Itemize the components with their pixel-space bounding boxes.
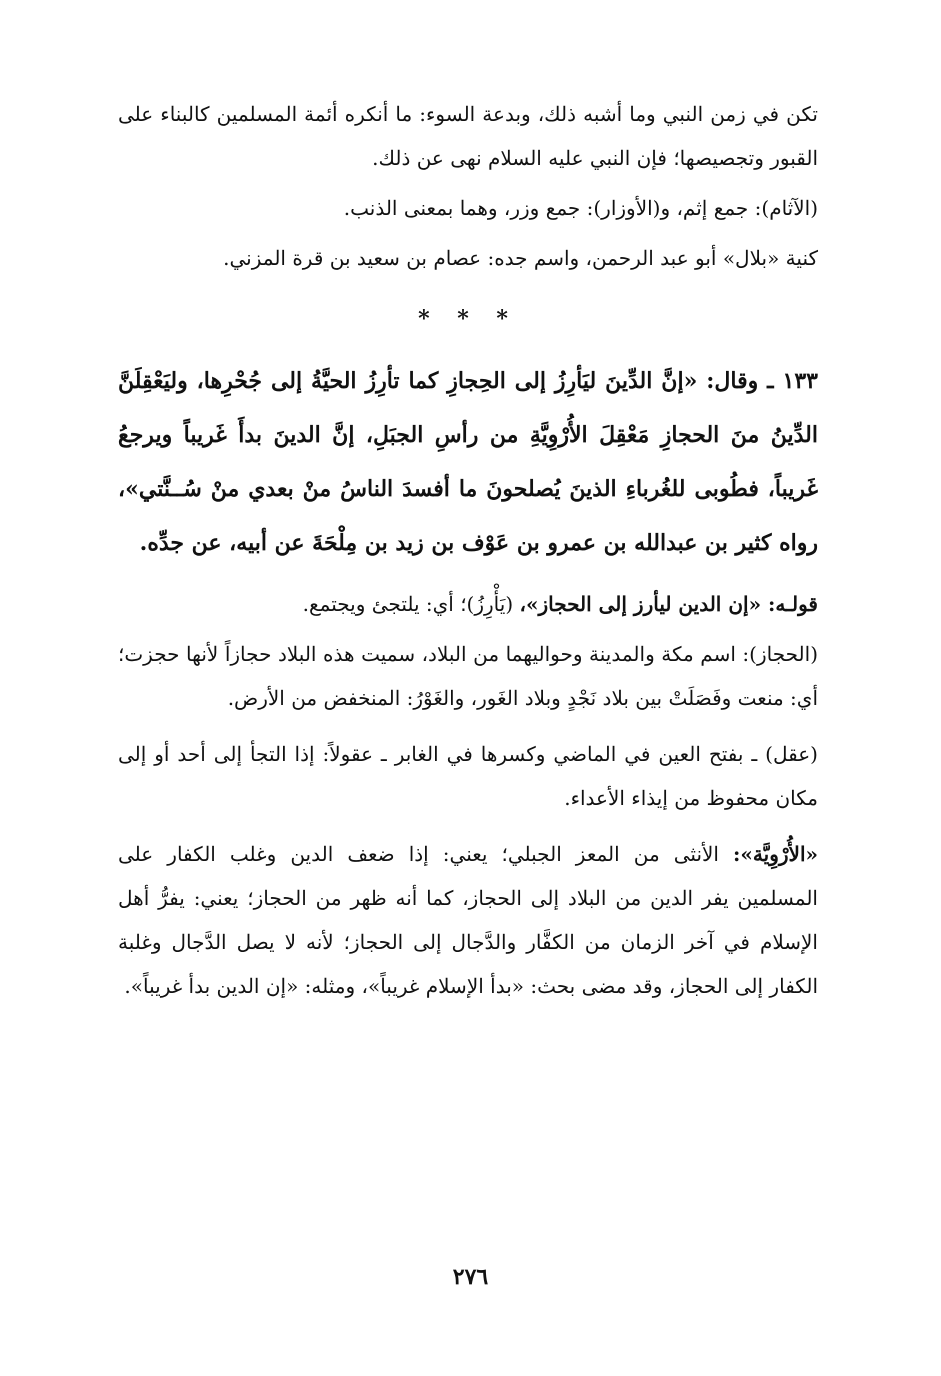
page-number: ٢٧٦ — [452, 1264, 489, 1290]
commentary-4-term: «الأُرْوِيَّة»: — [733, 842, 818, 866]
commentary-4-text: الأنثى من المعز الجبلي؛ يعني: إذا ضعف الدين وغلب الكفار على المسلمين يفر الدين من البلاد إلى الحجاز، كما أنه ظهر من الحجاز؛ يعني: يفرُّ أهل الإسلام في آخر الزمان من الكفَّار والدَّجال إلى الحجاز؛ لأنه لا يصل الدَّجال وغلبة الكفار إلى الحجاز، وقد مضى بحث: «بدأ الإسلام غريباً»، ومثله: «إن الدين بدأ غريباً». — [118, 842, 818, 998]
paragraph-athaam: (الآثام): جمع إثم، و(الأوزار): جمع وزر، وهما بمعنى الذنب. — [343, 196, 818, 220]
commentary-1 — [118, 582, 818, 626]
section-separator: * * * — [418, 306, 518, 332]
paragraph-continuation: تكن في زمن النبي وما أشبه ذلك، وبدعة السوء: ما أنكره أئمة المسلمين كالبناء على القبور وتجصيصها؛ فإن النبي عليه السلام نهى عن ذلك. — [118, 102, 818, 170]
commentary-3: (عقل) ـ بفتح العين في الماضي وكسرها في الغابر ـ عقولاً: إذا التجأ إلى أحد أو إلى مكان محفوظ من إيذاء الأعداء. — [118, 742, 818, 810]
commentary-1-text: (يَأْرِزُ)؛ أي: يلتجئ ويجتمع. — [302, 592, 520, 616]
commentary-2: (الحجاز): اسم مكة والمدينة وحواليهما من البلاد، سميت هذه البلاد حجازاً لأنها حجزت؛ أي: منعت وفَصَلَتْ بين بلاد نَجْدٍ وبلاد الغَور، والغَوْرُ: المنخفض من الأرض. — [118, 642, 818, 710]
commentary-4 — [118, 832, 818, 1008]
page-body — [118, 92, 818, 1008]
commentary-1-quote: قولـه: «إن الدين ليأرز إلى الحجاز»، — [519, 592, 818, 616]
hadith-text: ١٣٣ ـ وقال: «إنَّ الدِّينَ ليَأرِزُ إلى الحِجازِ كما تأرِزُ الحيَّةُ إلى جُحْرِها، وليَعْقِلَنَّ الدِّينُ منَ الحجازِ مَعْقِلَ الأُرْوِيَّةِ من رأسِ الجبَلِ، إنَّ الدينَ بدأَ غَريباً ويرجعُ غَريباً، فطُوبى للغُرباءِ الذينَ يُصلحونَ ما أفسدَ الناسُ منْ بعدي منْ سُــنَّتي»، رواه كثير بن عبدالله بن عمرو بن عَوْف بن زيد بن مِلْحَةَ عن أبيه، عن جدِّه. — [118, 368, 818, 556]
paragraph-bilal: كنية «بلال» أبو عبد الرحمن، واسم جده: عصام بن سعيد بن قرة المزني. — [223, 246, 818, 270]
